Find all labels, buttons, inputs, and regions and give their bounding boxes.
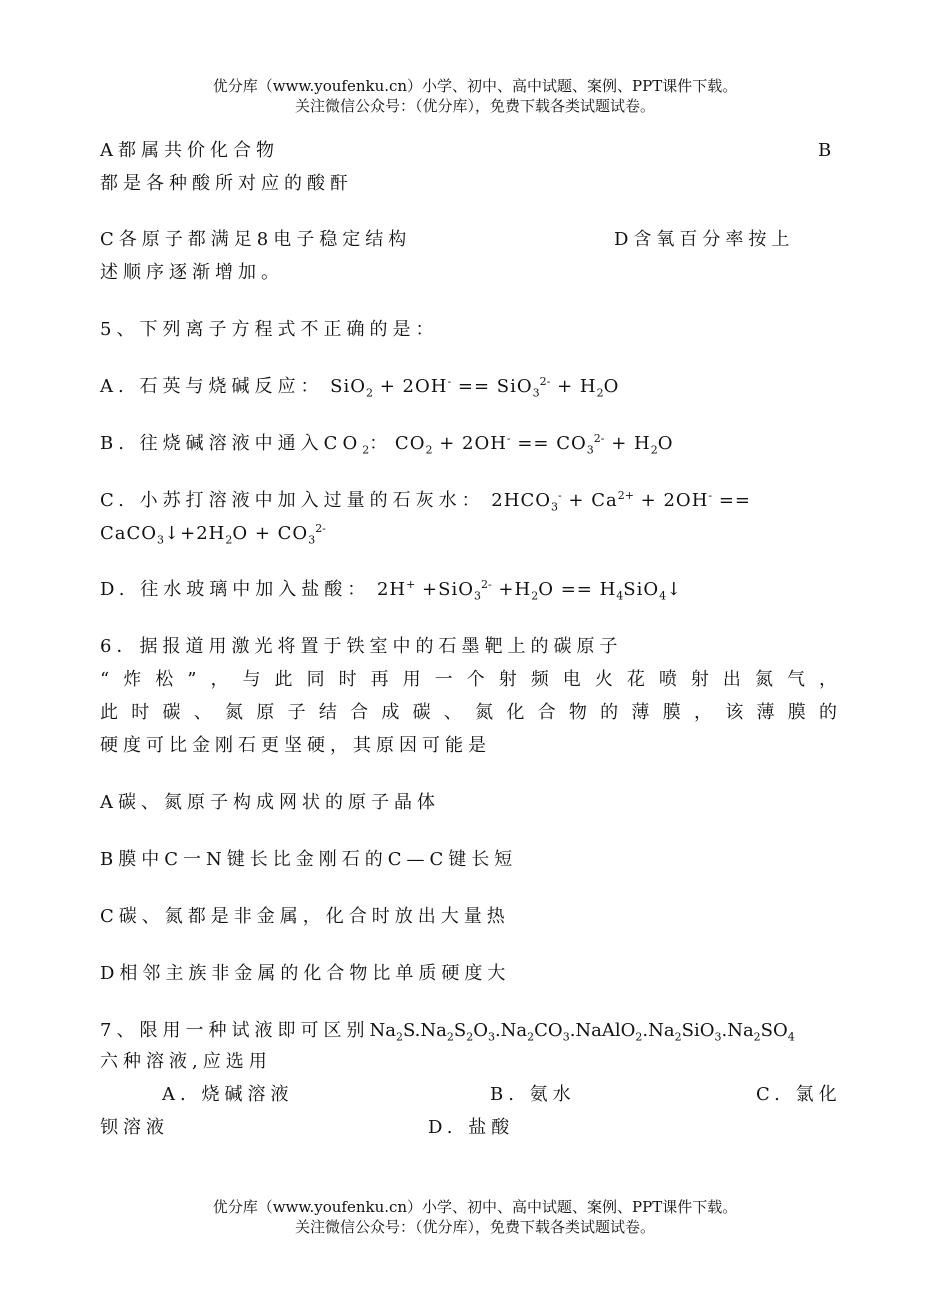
header-line-1: 优分库（www.youfenku.cn）小学、初中、高中试题、案例、PPT课件下载。 bbox=[212, 77, 738, 95]
q5-option-d bbox=[100, 578, 682, 602]
footer-line-1: 优分库（www.youfenku.cn）小学、初中、高中试题、案例、PPT课件下载。 bbox=[212, 1198, 738, 1216]
q5-option-a bbox=[100, 375, 619, 399]
q6-option-b: B膜中C一N键长比金刚石的C—C键长短 bbox=[100, 849, 518, 870]
q7-stem-start: 7、限用一种试液即可区别 bbox=[100, 1020, 370, 1041]
q7-option-b: B. 氨水 bbox=[490, 1084, 576, 1105]
q6-stem-line-2: “炸松”，与此同时再用一个射频电火花喷射出氮气， bbox=[100, 669, 842, 690]
q6-option-d: D相邻主族非金属的化合物比单质硬度大 bbox=[100, 963, 511, 984]
q5-option-d-text: D. 往水玻璃中加入盐酸： bbox=[100, 579, 371, 600]
q4-option-a: A都属共价化合物 bbox=[100, 140, 279, 161]
q7-stem-end: 六种溶液,应选用 bbox=[100, 1051, 272, 1072]
q7-formula-list: $Na_2S.Na_2S_2O_3.Na_2CO_3.NaAlO_2.Na_2SiO_3.Na_2SO_4$ bbox=[369, 1020, 795, 1044]
q6-stem-line-1: 6．据报道用激光将置于铁室中的石墨靶上的碳原子 bbox=[100, 636, 623, 657]
q4-option-d-start: D含氧百分率按上 bbox=[614, 229, 795, 250]
q6-stem-line-4: 硬度可比金刚石更坚硬，其原因可能是 bbox=[100, 735, 491, 756]
q7-stem-line-1 bbox=[100, 1019, 795, 1043]
q6-option-a: A碳、氮原子构成网状的原子晶体 bbox=[100, 792, 440, 813]
q5-option-c-text: C. 小苏打溶液中加入过量的石灰水： bbox=[100, 490, 485, 511]
q5-option-c-equation-2: $CaCO_3↓+2H_2O + CO_3^{2-}$ bbox=[100, 522, 326, 547]
q5-option-c-equation-1: $2HCO_3^- + Ca^{2+} + 2OH^-$ == bbox=[484, 489, 751, 514]
q5-option-c bbox=[100, 489, 751, 513]
q5-stem: 5、下列离子方程式不正确的是： bbox=[100, 319, 439, 340]
q7-option-c-rest: 钡溶液 bbox=[100, 1117, 169, 1138]
q5-option-b-text: B. 往烧碱溶液中通入CO bbox=[100, 433, 363, 454]
header-line-2: 关注微信公众号：（优分库），免费下载各类试题试卷。 bbox=[294, 97, 655, 115]
q7-option-c-start: C. 氯化 bbox=[756, 1084, 842, 1105]
q4-option-c: C各原子都满足8电子稳定结构 bbox=[100, 229, 412, 250]
q5-option-d-equation: $2H^+ +SiO_3^{2-} +H_2O$ == $H_4SiO_4↓$ bbox=[370, 578, 683, 603]
page-footer bbox=[0, 1197, 950, 1237]
q4-option-b-letter: B bbox=[818, 140, 837, 161]
footer-line-2: 关注微信公众号：（优分库），免费下载各类试题试卷。 bbox=[294, 1218, 655, 1236]
q7-option-a: A. 烧碱溶液 bbox=[162, 1084, 294, 1105]
q5-option-b bbox=[100, 432, 673, 456]
q4-option-b-text: 都是各种酸所对应的酸酐 bbox=[100, 173, 353, 194]
q5-option-a-equation: $SiO_2 + 2OH^- == SiO_3^{2-} + H_2O$ bbox=[323, 375, 620, 400]
q5-option-b-equation: $_2$： $CO_2 + 2OH^- == CO_3^{2-} + H_2O$ bbox=[362, 432, 674, 457]
q7-option-d: D. 盐酸 bbox=[428, 1117, 515, 1138]
page-header bbox=[0, 76, 950, 116]
q4-option-d-rest: 述顺序逐渐增加。 bbox=[100, 262, 284, 283]
q6-option-c: C碳、氮都是非金属，化合时放出大量热 bbox=[100, 906, 510, 927]
q5-option-a-text: A. 石英与烧碱反应： bbox=[100, 376, 324, 397]
q6-stem-line-3: 此时碳、氮原子结合成碳、氮化合物的薄膜，该薄膜的 bbox=[100, 702, 842, 723]
